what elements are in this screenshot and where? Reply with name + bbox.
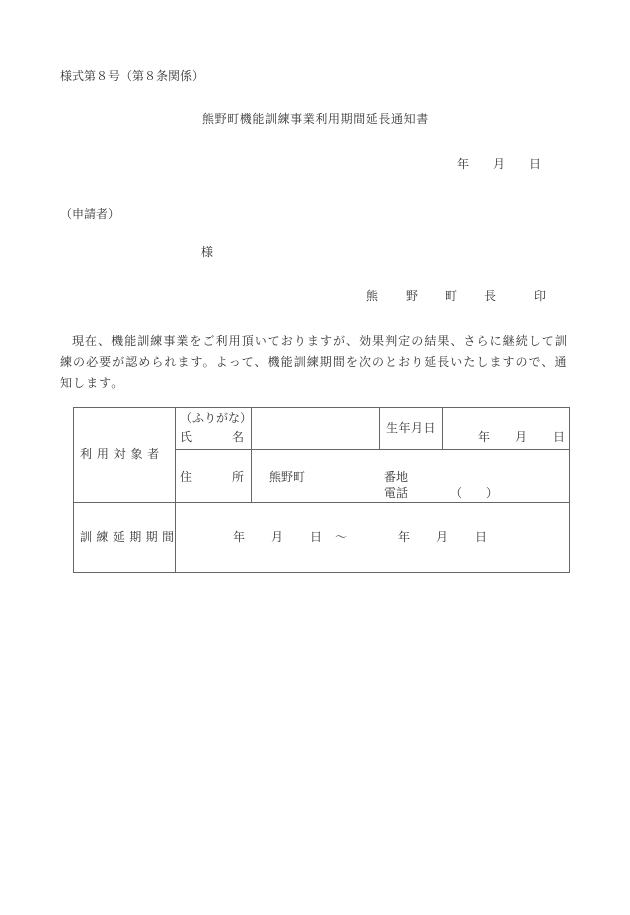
document-title: 熊野町機能訓練事業利用期間延長通知書 bbox=[202, 112, 429, 126]
period-start-month: 月 bbox=[271, 530, 284, 544]
name-label-1: 氏 bbox=[180, 430, 193, 444]
period-end-year: 年 bbox=[398, 530, 411, 544]
issue-date bbox=[457, 158, 541, 170]
phone-parens: （ ） bbox=[450, 486, 499, 500]
issuer-char: 熊 bbox=[366, 289, 379, 303]
col-divider-3 bbox=[379, 407, 380, 449]
col-divider-4 bbox=[442, 407, 443, 449]
furigana-label: （ふりがな） bbox=[180, 411, 253, 425]
birth-month: 月 bbox=[515, 430, 528, 444]
seal-mark: 印 bbox=[534, 289, 547, 303]
address-banchi: 番地 bbox=[384, 470, 409, 484]
address-label-1: 住 bbox=[180, 470, 193, 484]
period-tilde: ～ bbox=[335, 530, 348, 544]
table-border-right bbox=[569, 407, 570, 573]
period-start-year: 年 bbox=[233, 530, 246, 544]
period-end-day: 日 bbox=[475, 530, 488, 544]
row-divider-name-address bbox=[175, 449, 570, 450]
issuer-char: 町 bbox=[445, 289, 458, 303]
honorific-sama: 様 bbox=[201, 245, 214, 259]
period-end-month: 月 bbox=[436, 530, 449, 544]
applicant-label: （申請者） bbox=[60, 207, 121, 221]
name-field[interactable] bbox=[257, 422, 375, 436]
issuer-char: 野 bbox=[406, 289, 419, 303]
row-divider-period bbox=[73, 502, 570, 503]
form-number: 様式第８号（第８条関係） bbox=[60, 69, 205, 83]
birthdate-label: 生年月日 bbox=[386, 421, 437, 435]
address-label-2: 所 bbox=[232, 470, 245, 484]
date-year: 年 bbox=[457, 157, 470, 171]
name-label-2: 名 bbox=[232, 430, 245, 444]
date-month: 月 bbox=[493, 157, 506, 171]
table-border-left bbox=[73, 407, 74, 573]
period-start-day: 日 bbox=[310, 530, 323, 544]
birth-year: 年 bbox=[478, 430, 491, 444]
birth-day: 日 bbox=[553, 430, 566, 444]
table-border-bottom bbox=[73, 572, 570, 573]
period-label: 訓 練 延 期 期 間 bbox=[80, 530, 175, 544]
col-divider-1 bbox=[175, 407, 176, 573]
info-table bbox=[73, 407, 570, 573]
date-day: 日 bbox=[529, 157, 542, 171]
table-border-top bbox=[73, 407, 570, 408]
notice-body: 現在、機能訓練事業をご利用頂いておりますが、効果判定の結果、さらに継続して訓練の必要が認められます。よって、機能訓練期間を次のとおり延長いたしますので、通知します。 bbox=[60, 334, 568, 390]
phone-label: 電話 bbox=[384, 486, 409, 500]
subject-label: 利 用 対 象 者 bbox=[80, 447, 160, 461]
address-town: 熊野町 bbox=[269, 470, 306, 484]
issuer-char: 長 bbox=[484, 289, 497, 303]
